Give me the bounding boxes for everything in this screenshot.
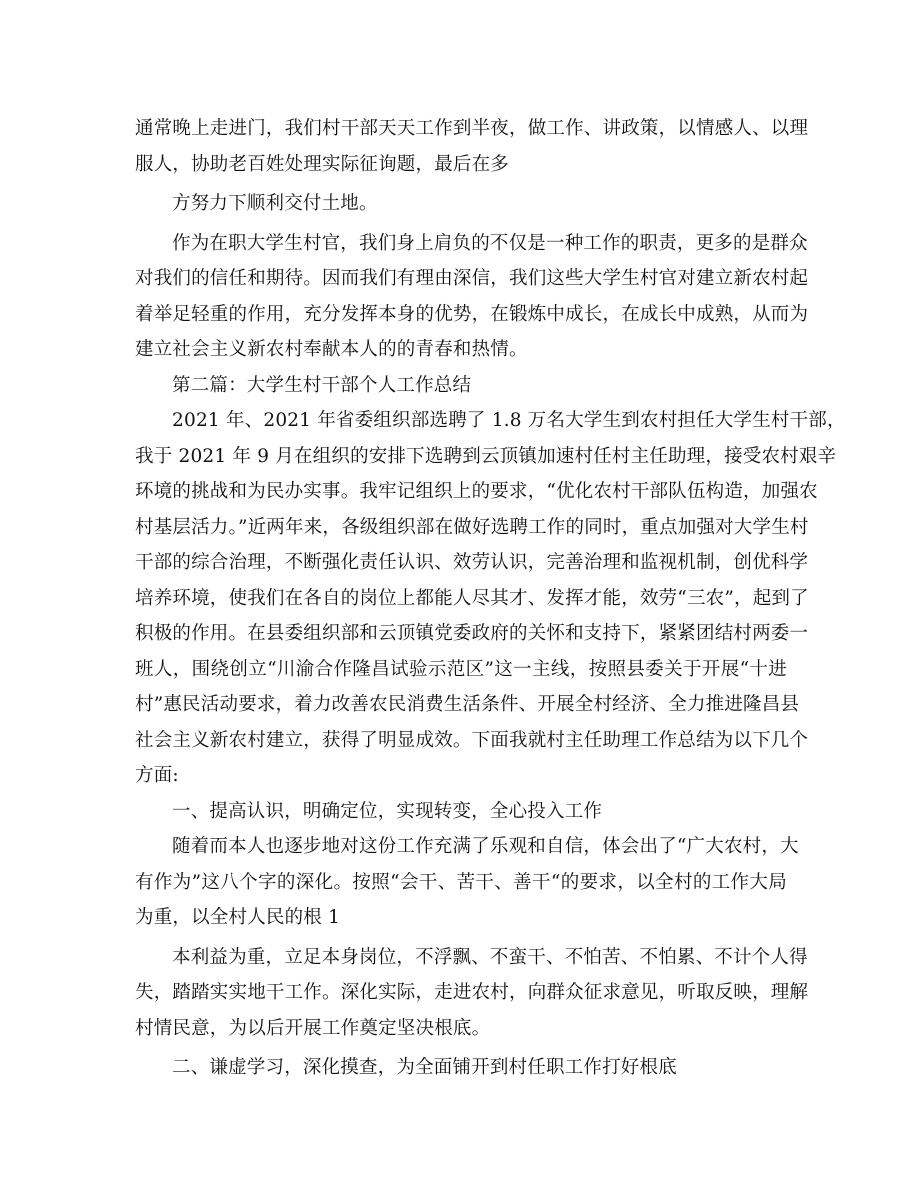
paragraph-line: 随着而本人也逐步地对这份工作充满了乐观和自信，体会出了“广大农村，大 (172, 836, 799, 857)
paragraph-line: 本利益为重，立足本身岗位，不浮飘、不蛮干、不怕苦、不怕累、不计个人得 (172, 946, 808, 968)
paragraph-line: 干部的综合治理，不断强化责任认识、效劳认识，完善治理和监视机制，创优科学 (135, 552, 809, 573)
paragraph-line: 班人，围绕创立“川渝合作隆昌试验示范区”这一主线，按照县委关于开展“十进 (135, 658, 787, 680)
paragraph-line: 为重，以全村人民的根 1 (135, 907, 341, 928)
document-body (135, 111, 846, 1086)
paragraph-line: 我于 2021 年 9 月在组织的安排下选聘到云顶镇加速村任村主任助理，接受农村艰辛 (135, 445, 837, 467)
section-heading: 第二篇：大学生村干部个人工作总结 (172, 374, 472, 396)
paragraph-line: 通常晚上走进门，我们村干部天天工作到半夜，做工作、讲政策，以情感人、以理 (135, 118, 809, 139)
paragraph-line: 积极的作用。在县委组织部和云顶镇党委政府的关怀和支持下，紧紧团结村两委一 (135, 623, 809, 644)
paragraph-line: 建立社会主义新农村奉献本人的的青春和热情。 (135, 339, 528, 360)
paragraph-line: 着举足轻重的作用，充分发挥本身的优势，在锻炼中成长，在成长中成熟，从而为 (135, 303, 809, 325)
paragraph-line: 作为在职大学生村官，我们身上肩负的不仅是一种工作的职责，更多的是群众 (172, 232, 808, 254)
paragraph-line: 有作为”这八个字的深化。按照“会干、苦干、善干“的要求，以全村的工作大局 (135, 871, 787, 893)
paragraph-line: 失，踏踏实实地干工作。深化实际，走进农村，向群众征求意见，听取反映，理解 (135, 982, 809, 1003)
paragraph-line: 社会主义新农村建立，获得了明显成效。下面我就村主任助理工作总结为以下几个 (135, 729, 809, 751)
paragraph-line: 环境的挑战和为民办实事。我牢记组织上的要求，“优化农村干部队伍构造，加强农 (135, 481, 818, 502)
paragraph-line: 村”惠民活动要求，着力改善农民消费生活条件、开展全村经济、全力推进隆昌县 (135, 694, 800, 715)
paragraph-line: 服人，协助老百姓处理实际征询题，最后在多 (135, 153, 510, 175)
paragraph-line: 方面: (135, 765, 179, 786)
paragraph-line: 对我们的信任和期待。因而我们有理由深信，我们这些大学生村官对建立新农村起 (135, 268, 809, 289)
paragraph-line: 村情民意，为以后开展工作奠定坚决根底。 (135, 1017, 491, 1039)
section-heading: 一、提高认识，明确定位，实现转变，全心投入工作 (172, 800, 603, 822)
paragraph-line: 培养环境，使我们在各自的岗位上都能人尽其才、发挥才能，效劳“三农”，起到了 (135, 587, 809, 609)
paragraph-line: 村基层活力。”近两年来，各级组织部在做好选聘工作的同时，重点加强对大学生村 (135, 516, 809, 538)
paragraph-line: 方努力下顺利交付土地。 (172, 193, 378, 214)
section-heading: 二、谦虚学习，深化摸查，为全面铺开到村任职工作打好根底 (172, 1057, 677, 1078)
paragraph-line: 2021 年、2021 年省委组织部选聘了 1.8 万名大学生到农村担任大学生村干部， (172, 410, 846, 431)
